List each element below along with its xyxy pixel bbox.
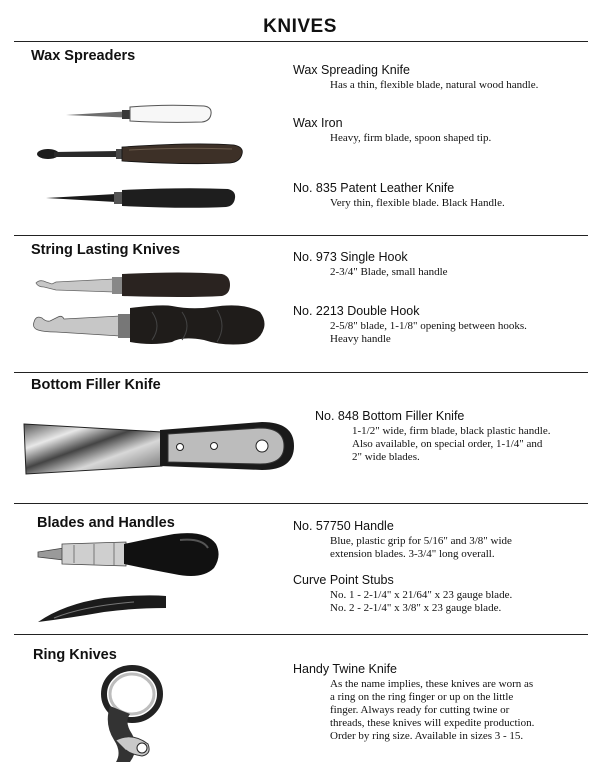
item-name: No. 835 Patent Leather Knife [293,181,455,195]
item-description: Heavy, firm blade, spoon shaped tip. [330,132,492,144]
bottom-filler-knife-illustration [22,418,297,478]
item-description: threads, these knives will expedite production. [330,717,535,729]
divider [14,372,588,373]
section-title-wax-spreaders: Wax Spreaders [31,48,136,64]
handle-57750-illustration [34,530,222,580]
section-title-ring-knives: Ring Knives [33,647,117,663]
item-description: 2-5/8" blade, 1-1/8" opening between hooks. [330,320,527,332]
section-title-blades-and-handles: Blades and Handles [37,515,175,531]
item-name: Handy Twine Knife [293,662,397,676]
divider [14,235,588,236]
item-description: 2-3/4" Blade, small handle [330,266,448,278]
wax-iron-illustration [34,141,246,169]
item-description: Heavy handle [330,333,391,345]
wax-spreading-knife-illustration [64,102,214,126]
item-description: 2" wide blades. [352,451,420,463]
divider [14,41,588,42]
item-description: Has a thin, flexible blade, natural wood handle. [330,79,539,91]
double-hook-knife-illustration [32,302,266,348]
item-name: No. 973 Single Hook [293,250,408,264]
item-description: No. 2 - 2-1/4" x 3/8" x 23 gauge blade. [330,602,502,614]
page-title: KNIVES [263,16,337,37]
item-name: Wax Iron [293,116,343,130]
single-hook-knife-illustration [34,270,234,300]
item-description: Order by ring size. Available in sizes 3 - 15. [330,730,524,742]
patent-leather-knife-illustration [44,186,238,210]
item-description: No. 1 - 2-1/4" x 21/64" x 23 gauge blade. [330,589,513,601]
ring-knife-illustration [96,660,170,766]
item-name: No. 848 Bottom Filler Knife [315,409,465,423]
item-name: No. 2213 Double Hook [293,304,420,318]
item-description: finger. Always ready for cutting twine or [330,704,510,716]
item-description: a ring on the ring finger or up on the little [330,691,514,703]
divider [14,634,588,635]
divider [14,503,588,504]
section-title-bottom-filler-knife: Bottom Filler Knife [31,377,161,393]
item-name: Curve Point Stubs [293,573,394,587]
item-description: Very thin, flexible blade. Black Handle. [330,197,505,209]
item-description: Blue, plastic grip for 5/16" and 3/8" wide [330,535,512,547]
item-description: As the name implies, these knives are worn as [330,678,534,690]
item-name: No. 57750 Handle [293,519,394,533]
item-description: 1-1/2" wide, firm blade, black plastic handle. [352,425,551,437]
item-description: extension blades. 3-3/4" long overall. [330,548,495,560]
item-name: Wax Spreading Knife [293,63,410,77]
section-title-string-lasting-knives: String Lasting Knives [31,242,181,258]
curve-point-stub-illustration [34,592,174,632]
item-description: Also available, on special order, 1-1/4" and [352,438,543,450]
